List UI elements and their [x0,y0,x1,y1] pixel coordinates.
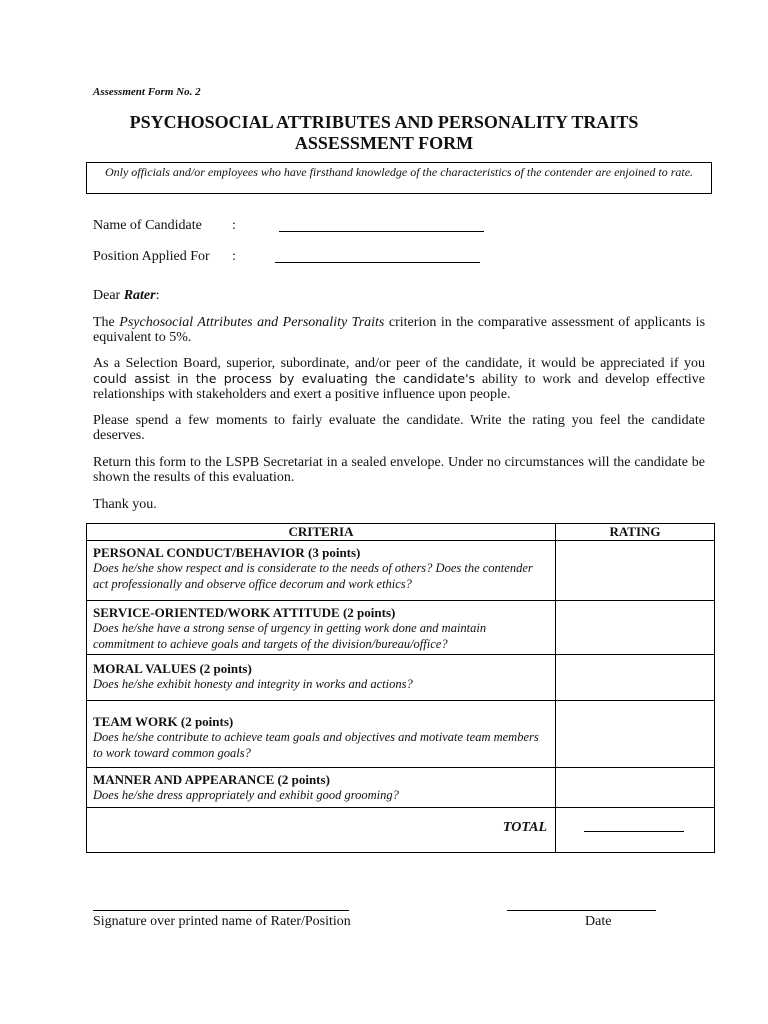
criterion-cell [87,701,556,768]
p1-pre: The [93,315,120,330]
date-label: Date [585,914,612,929]
table-row [87,601,715,655]
salutation [93,288,705,303]
p2-b: ability to work and develop effective relationships with stakeholders and exert a positive influence upon people. [93,372,706,402]
paragraph-request [93,356,705,402]
rating-cell[interactable] [556,701,715,768]
criterion-cell [87,601,556,655]
table-row [87,541,715,601]
rating-cell[interactable] [556,655,715,701]
criterion-question: Does he/she contribute to achieve team goals and objectives and motivate team members to work toward common goals? [93,730,539,760]
table-row [87,655,715,701]
paragraph-criterion [93,315,705,345]
paragraph-instructions: Please spend a few moments to fairly evaluate the candidate. Write the rating you feel the candidate deserves. [93,413,705,443]
form-title-line1: PSYCHOSOCIAL ATTRIBUTES AND PERSONALITY TRAITS [129,112,639,132]
rating-column-header: RATING [556,524,715,541]
paragraph-return: Return this form to the LSPB Secretariat in a sealed envelope. Under no circumstances will the candidate be shown the results of this evaluation. [93,455,705,485]
criterion-title: PERSONAL CONDUCT/BEHAVIOR (3 points) [93,545,361,560]
criterion-question: Does he/she show respect and is considerate to the needs of others? Does the contender act professionally and observe office decorum and work ethics? [93,561,533,591]
criterion-title: MORAL VALUES (2 points) [93,661,252,676]
criterion-question: Does he/she have a strong sense of urgency in getting work done and maintain commitment to achieve goals and targets of the division/bureau/office? [93,621,487,651]
table-row [87,701,715,768]
form-number: Assessment Form No. 2 [93,86,201,98]
criterion-cell [87,541,556,601]
total-blank-line [584,831,684,832]
rating-cell[interactable] [556,768,715,808]
criterion-title: MANNER AND APPEARANCE (2 points) [93,772,330,787]
position-label: Position Applied For [93,249,210,264]
rater-signature-line[interactable] [93,910,349,911]
salutation-name: Rater [123,288,156,303]
eligibility-notice: Only officials and/or employees who have firsthand knowledge of the characteristics of the contender are enjoined to rate. [86,162,712,194]
rating-cell[interactable] [556,601,715,655]
p2-sans: could assist in the process by evaluating the candidate's [93,371,476,386]
criteria-column-header: CRITERIA [87,524,556,541]
total-label: TOTAL [87,808,556,853]
criterion-question: Does he/she dress appropriately and exhibit good grooming? [93,788,399,802]
rater-signature-label: Signature over printed name of Rater/Position [93,914,351,929]
table-header-row [87,524,715,541]
candidate-name-colon: : [232,218,236,233]
form-title-line2: ASSESSMENT FORM [294,133,474,153]
salutation-suffix: : [155,288,160,303]
paragraph-thanks: Thank you. [93,497,157,512]
total-row [87,808,715,853]
criterion-question: Does he/she exhibit honesty and integrity in works and actions? [93,677,413,691]
position-field[interactable] [275,262,480,263]
table-row [87,768,715,808]
criterion-cell [87,655,556,701]
date-line[interactable] [507,910,656,911]
p2-a: As a Selection Board, superior, subordinate, and/or peer of the candidate, it would be appreciated if you [93,356,705,371]
salutation-prefix: Dear [93,288,124,303]
p1-post: criterion in the comparative assessment of applicants is equivalent to 5%. [93,315,706,345]
candidate-name-field[interactable] [279,231,484,232]
criterion-title: TEAM WORK (2 points) [93,714,234,729]
criteria-table [86,523,715,853]
total-cell[interactable] [556,808,715,853]
candidate-name-label: Name of Candidate [93,218,202,233]
position-colon: : [232,249,236,264]
p1-italic: Psychosocial Attributes and Personality Traits [119,315,385,330]
rating-cell[interactable] [556,541,715,601]
criterion-cell [87,768,556,808]
criterion-title: SERVICE-ORIENTED/WORK ATTITUDE (2 points) [93,605,396,620]
